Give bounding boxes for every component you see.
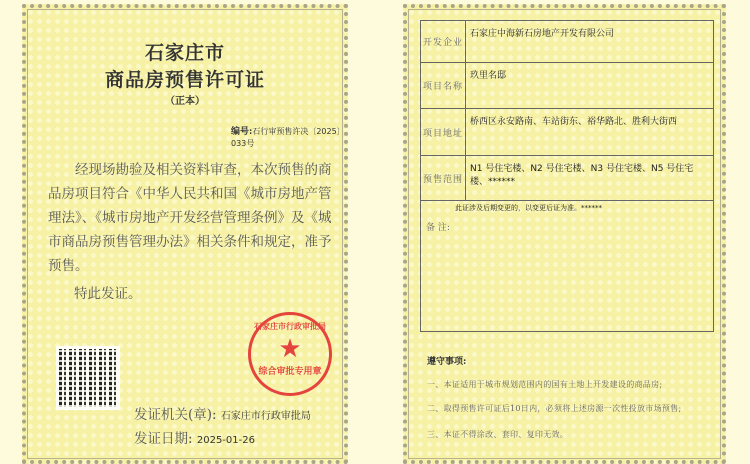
rule-item: 一、本证适用于城市规划范围内的国有土地上开发建设的商品房;	[427, 380, 663, 389]
row-label: 项目地址	[421, 109, 466, 156]
date-label: 发证日期:	[134, 431, 193, 447]
permit-details-table	[420, 20, 714, 332]
rules-title: 遵守事项:	[427, 357, 467, 367]
row-label: 开发企业	[421, 21, 466, 63]
subtitle: （正本）	[165, 96, 205, 107]
row-label: 项目名称	[421, 63, 466, 109]
table-row	[421, 156, 714, 201]
seal-top-text: 石家庄市行政审批局	[254, 321, 326, 331]
remark-text: 此证涉及后期变更的，以变更后证为准。******	[455, 204, 602, 212]
row-value: 玖里名邸	[466, 63, 714, 109]
table-row	[421, 109, 714, 156]
qr-code[interactable]	[56, 346, 120, 410]
issuer	[134, 406, 311, 426]
issue-date	[134, 430, 255, 450]
permit-back-page	[403, 4, 726, 464]
official-seal	[248, 312, 332, 396]
permit-number	[231, 126, 351, 150]
body-text: 经现场勘验及相关资料审查，本次预售的商品房项目符合《中华人民共和国《城市房地产管理法》、《城市房地产开发经营管理条例》及《城市商品房预售管理办法》相关条件和规定，准予预售。	[48, 162, 332, 274]
row-value: N1 号住宅楼、N2 号住宅楼、N3 号住宅楼、N5 号住宅楼、******	[466, 156, 714, 201]
issuer-value: 石家庄市行政审批局	[220, 411, 311, 422]
permit-front-page	[22, 4, 348, 464]
title-main: 商品房预售许可证	[104, 69, 265, 91]
remark-row	[421, 201, 714, 332]
number-value: 石行审预售许决〔2025〕033号	[231, 127, 345, 148]
table-row	[421, 21, 714, 63]
remark-label: 备 注:	[426, 223, 450, 233]
date-value: 2025-01-26	[196, 435, 255, 446]
seal-bottom-text: 综合审批专用章	[258, 367, 322, 377]
title-city: 石家庄市	[144, 42, 225, 64]
closing-text: 特此发证。	[74, 286, 142, 302]
rule-item: 三、本证不得涂改、套印、复印无效。	[427, 430, 569, 439]
row-label: 预售范围	[421, 156, 466, 201]
row-value: 石家庄中海新石房地产开发有限公司	[466, 21, 714, 63]
rule-item: 二、取得预售许可证后10日内，必须将上述房源一次性投放市场预售;	[427, 404, 682, 413]
table-row	[421, 63, 714, 109]
issuer-label: 发证机关(章):	[134, 407, 217, 423]
row-value: 桥西区永安路南、车站街东、裕华路北、胜利大街西	[466, 109, 714, 156]
star-icon: ★	[278, 334, 302, 364]
number-label: 编号:	[231, 127, 253, 137]
